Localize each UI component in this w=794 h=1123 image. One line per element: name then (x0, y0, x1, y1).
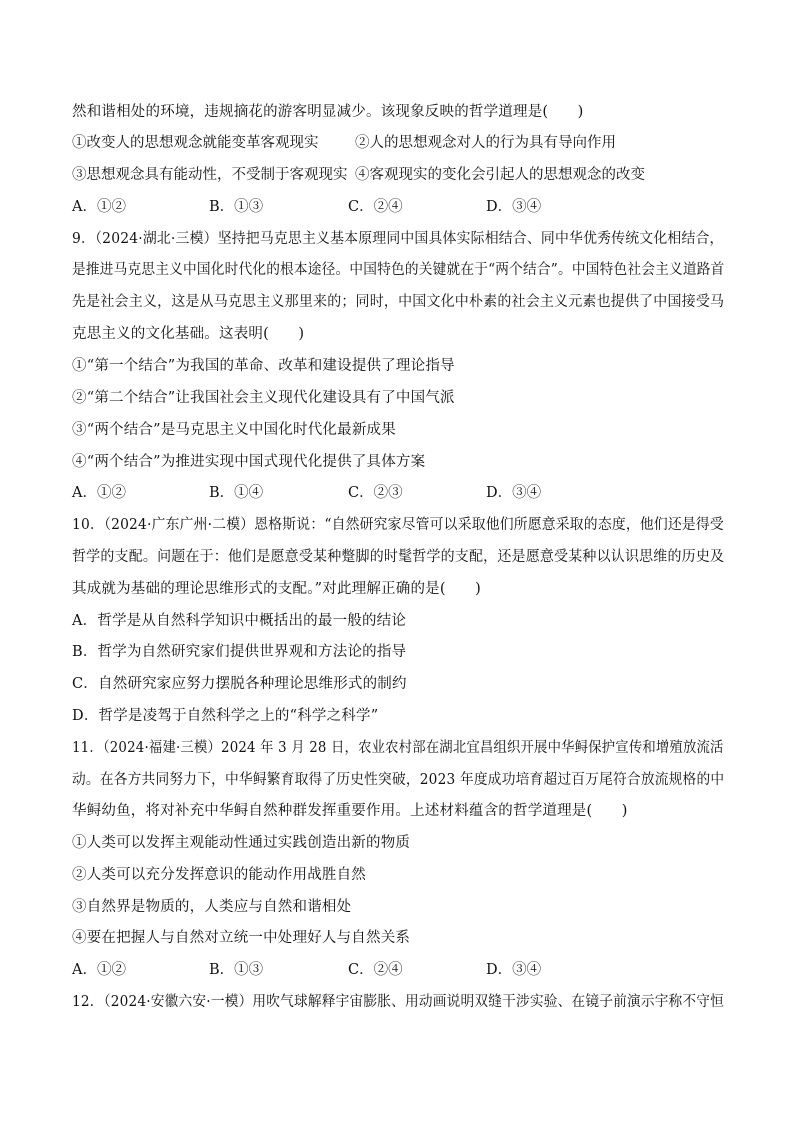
q11-choice-c: C．②④ (348, 962, 403, 978)
q11-choice-d: D．③④ (486, 962, 542, 978)
q10-option-b: B．哲学为自然研究家们提供世界观和方法论的指导 (72, 644, 407, 660)
q8-option-2: ②人的思想观念对人的行为具有导向作用 (355, 135, 616, 151)
q8-choice-c: C．②④ (348, 199, 403, 215)
q9-option-1: ①“第一个结合”为我国的革命、改革和建设提供了理论指导 (72, 358, 455, 374)
q9-option-2: ②“第二个结合”让我国社会主义现代化建设具有了中国气派 (72, 390, 455, 406)
q12-stem-line-1: 12．（2024·安徽六安·一模）用吹气球解释宇宙膨胀、用动画说明双缝干涉实验、在镜子前演示宇称不守恒 (72, 994, 725, 1010)
q9-choice-b: B．①④ (209, 485, 264, 501)
q9-option-3: ③“两个结合”是马克思主义中国化时代化最新成果 (72, 422, 396, 438)
q8-option-4: ④客观现实的变化会引起人的思想观念的改变 (355, 167, 645, 183)
q11-option-2: ②人类可以充分发挥意识的能动作用战胜自然 (72, 867, 366, 883)
q10-option-c: C．自然研究家应努力摆脱各种理论思维形式的制约 (72, 676, 407, 692)
q11-stem-line-2: 动。在各方共同努力下，中华鲟繁育取得了历史性突破，2023 年度成功培育超过百万尾符合放流规格的中 (72, 772, 725, 788)
q10-option-a: A．哲学是从自然科学知识中概括出的最一般的结论 (72, 613, 407, 629)
q9-stem-line-1: 9．（2024·湖北·三模）坚持把马克思主义基本原理同中国具体实际相结合、同中华优秀传统文化相结合， (72, 231, 724, 247)
q11-choice-a: A．①② (72, 962, 126, 978)
q9-choice-c: C．②③ (348, 485, 403, 501)
q10-stem-line-2: 哲学的支配。问题在于：他们是愿意受某种蹩脚的时髦哲学的支配，还是愿意受某种以认识思维的历史及 (72, 549, 725, 565)
q8-choice-d: D．③④ (486, 199, 542, 215)
q8-choice-a: A．①② (72, 199, 126, 215)
q8-option-3: ③思想观念具有能动性，不受制于客观现实 (72, 167, 348, 183)
q11-option-4: ④要在把握人与自然对立统一中处理好人与自然关系 (72, 930, 411, 946)
q10-option-d: D．哲学是凌驾于自然科学之上的“科学之科学” (72, 708, 379, 724)
q10-stem-line-3: 其成就为基础的理论思维形式的支配。”对此理解正确的是( ) (72, 581, 481, 597)
q9-choice-d: D．③④ (486, 485, 542, 501)
q8-choice-b: B．①③ (209, 199, 264, 215)
q11-choice-b: B．①③ (209, 962, 264, 978)
q11-stem-line-3: 华鲟幼鱼，将对补充中华鲟自然种群发挥重要作用。上述材料蕴含的哲学道理是( ) (72, 803, 628, 819)
q11-option-1: ①人类可以发挥主观能动性通过实践创造出新的物质 (72, 835, 411, 851)
q10-stem-line-1: 10．（2024·广东广州·二模）恩格斯说：“自然研究家尽管可以采取他们所愿意采取的态度，他们还是得受 (72, 517, 724, 533)
q9-stem-line-3: 先是社会主义，这是从马克思主义那里来的；同时，中国文化中朴素的社会主义元素也提供了中国接受马 (72, 294, 725, 310)
q11-stem-line-1: 11．（2024·福建·三模）2024 年 3 月 28 日，农业农村部在湖北宜昌组织开展中华鲟保护宣传和增殖放流活 (72, 740, 724, 756)
q9-option-4: ④“两个结合”为推进实现中国式现代化提供了具体方案 (72, 454, 426, 470)
q9-choice-a: A．①② (72, 485, 126, 501)
q9-stem-line-2: 是推进马克思主义中国化时代化的根本途径。中国特色的关键就在于“两个结合”。中国特色社会主义道路首 (72, 262, 725, 278)
q8-option-1: ①改变人的思想观念就能变革客观现实 (72, 135, 319, 151)
q8-stem-tail: 然和谐相处的环境，违规摘花的游客明显减少。该现象反映的哲学道理是( ) (72, 104, 584, 120)
q11-option-3: ③自然界是物质的，人类应与自然和谐相处 (72, 899, 352, 915)
q9-stem-line-4: 克思主义的文化基础。这表明( ) (72, 326, 305, 342)
